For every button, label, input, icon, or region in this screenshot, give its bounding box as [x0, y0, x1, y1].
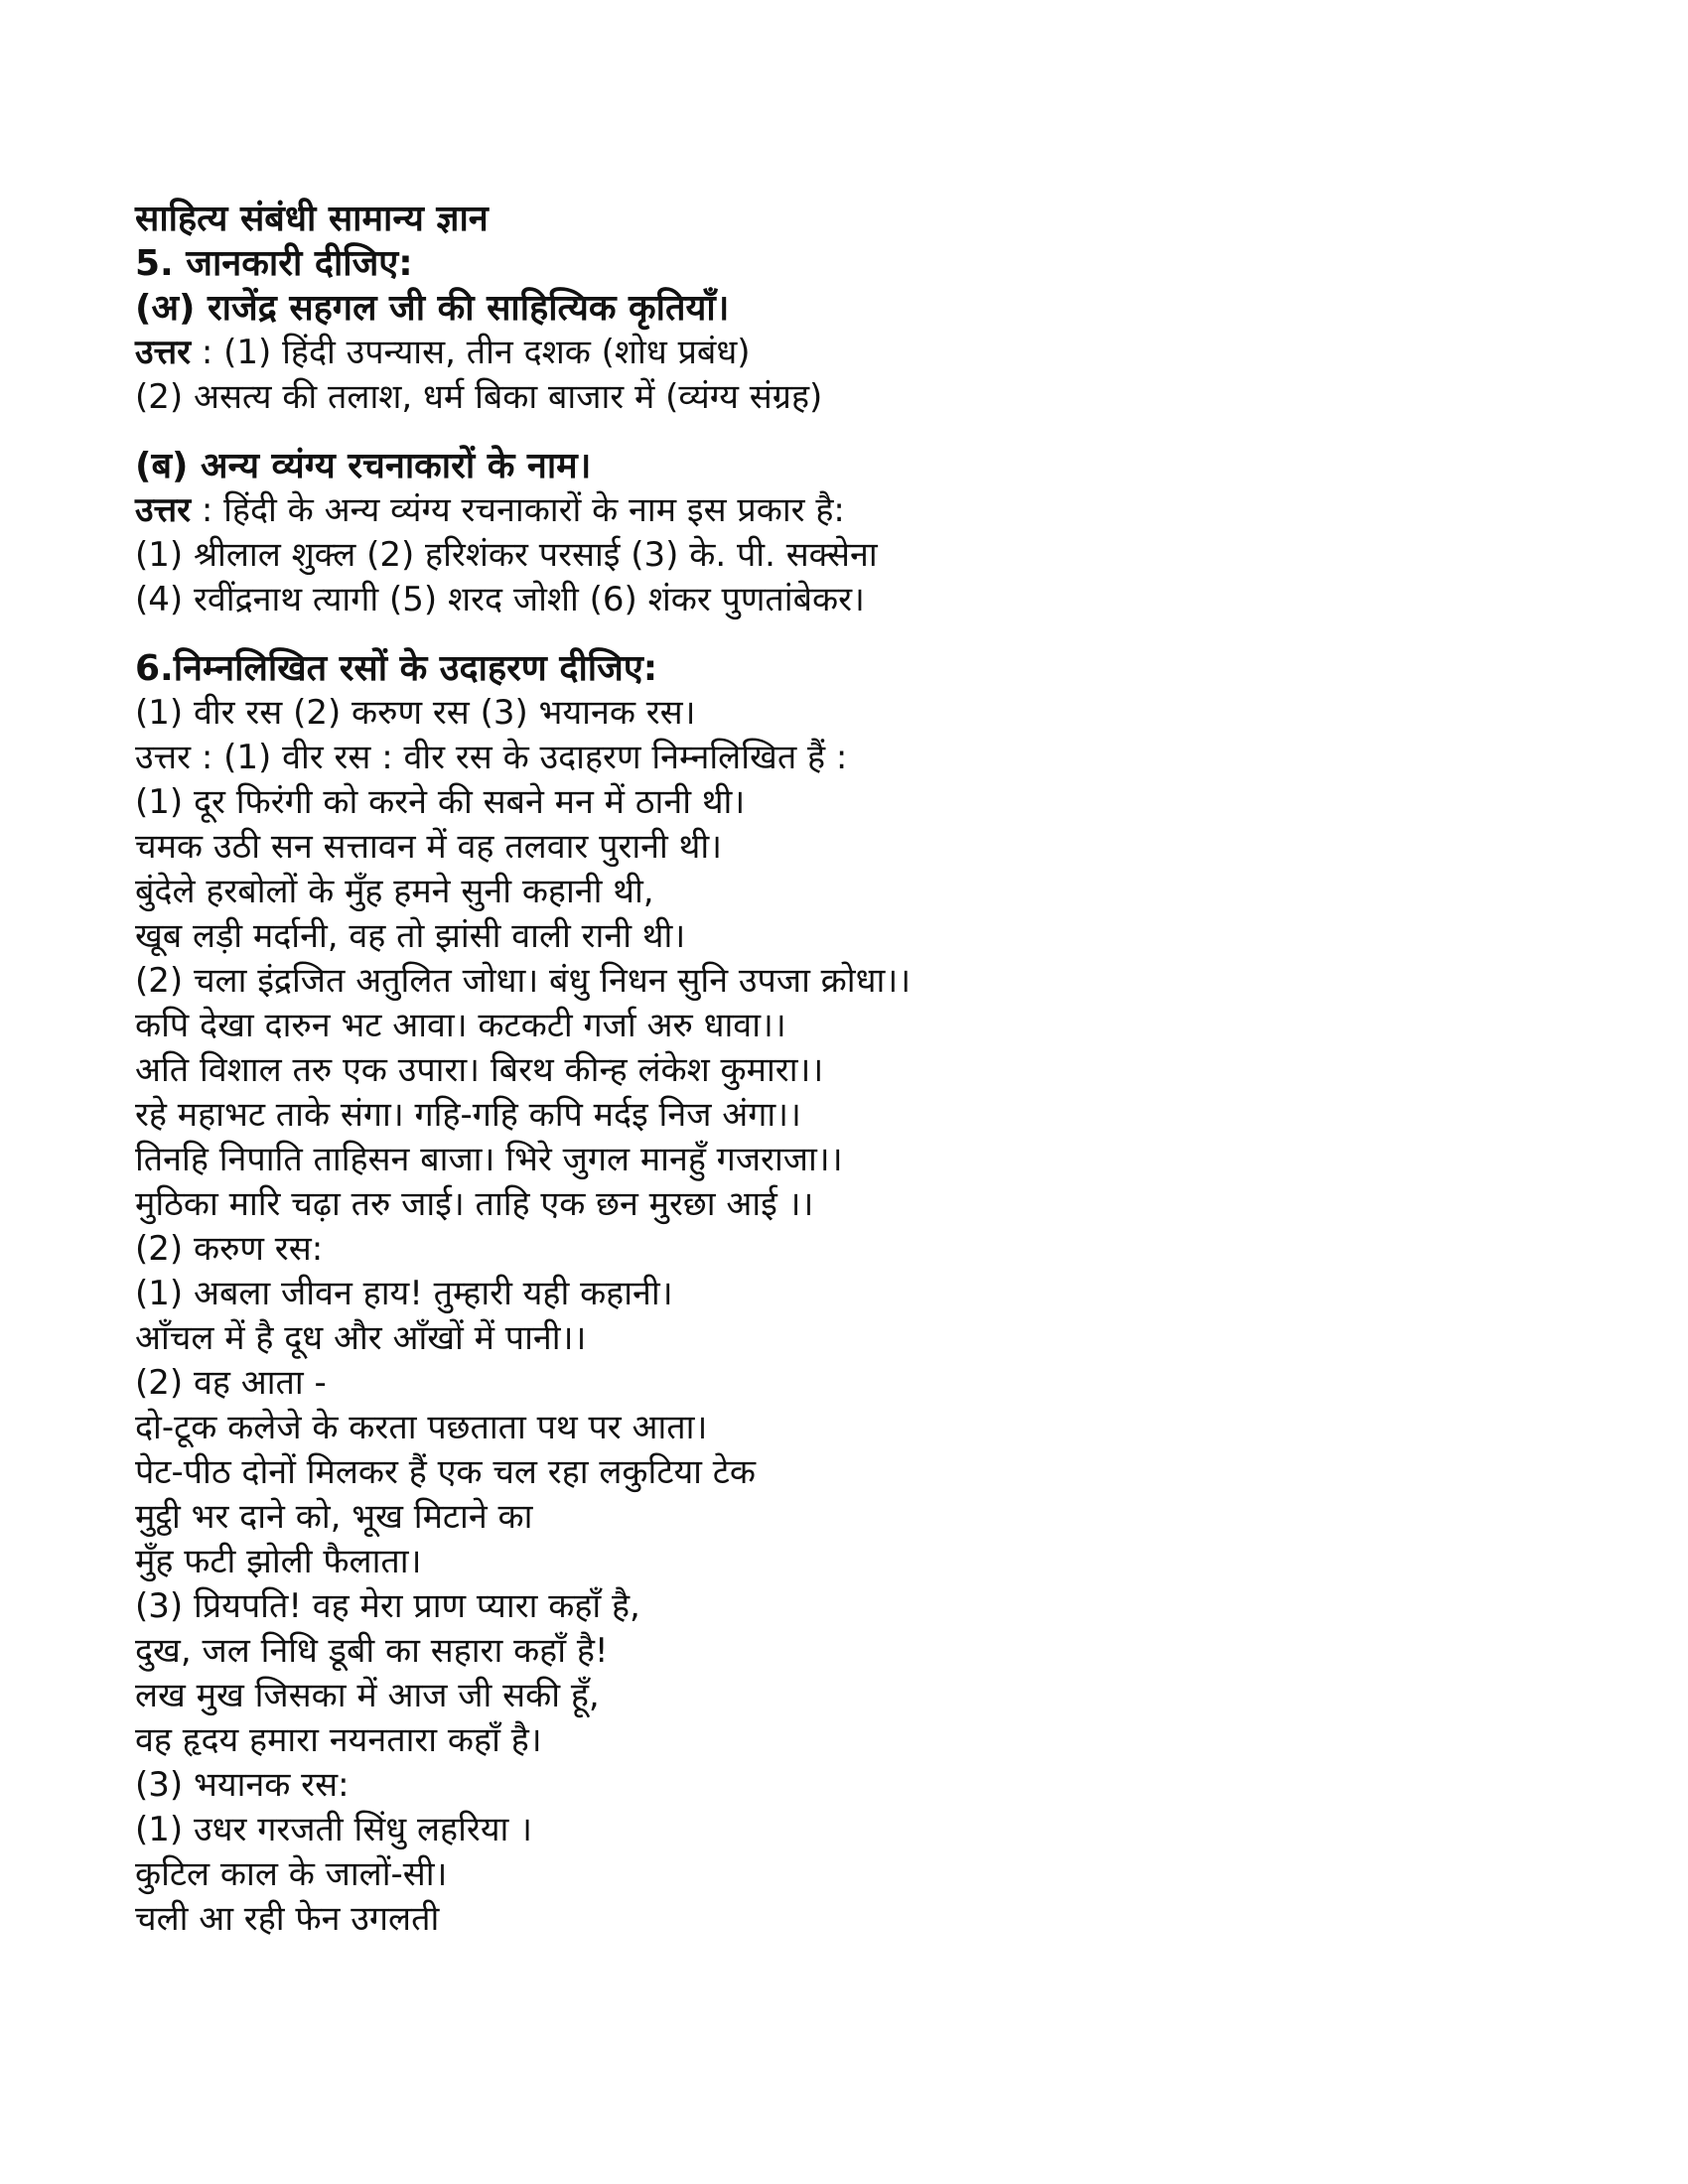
- q6-line: (1) दूर फिरंगी को करने की सबने मन में ठानी थी।: [135, 782, 746, 822]
- q6-line: चमक उठी सन सत्तावन में वह तलवार पुरानी थी।: [135, 827, 723, 867]
- q6-line: कपि देखा दारुन भट आवा। कटकटी गर्जा अरु धावा।।: [135, 1006, 786, 1045]
- answer-label: उत्तर: [135, 490, 192, 530]
- answer-5a-line-1: [135, 331, 1565, 375]
- answer-5a-line-2: (2) असत्य की तलाश, धर्म बिका बाजार में (व्यंग्य संग्रह): [135, 377, 823, 417]
- q6-line: (1) अबला जीवन हाय! तुम्हारी यही कहानी।: [135, 1274, 673, 1313]
- q6-line: रहे महाभट ताके संगा। गहि-गहि कपि मर्दइ निज अंगा।।: [135, 1095, 801, 1135]
- question-6-title: 6.निम्नलिखित रसों के उदाहरण दीजिए:: [135, 648, 658, 689]
- q6-line: मुट्ठी भर दाने को, भूख मिटाने का: [135, 1497, 533, 1537]
- question-5a-title: (अ) राजेंद्र सहगल जी की साहित्यिक कृतियाँ।: [135, 288, 730, 329]
- q6-line: तिनहि निपाति ताहिसन बाजा। भिरे जुगल मानहुँ गजराजा।।: [135, 1140, 843, 1179]
- answer-text: : (1) हिंदी उपन्यास, तीन दशक (शोध प्रबंध): [191, 333, 751, 372]
- q6-line: अति विशाल तरु एक उपारा। बिरथ कीन्ह लंकेश कुमारा।।: [135, 1050, 824, 1090]
- q6-line: खूब लड़ी मर्दानी, वह तो झांसी वाली रानी थी।: [135, 916, 686, 956]
- question-5b-title: (ब) अन्य व्यंग्य रचनाकारों के नाम।: [135, 446, 592, 486]
- q6-line: वह हृदय हमारा नयनतारा कहाँ है।: [135, 1720, 542, 1760]
- q6-line: पेट-पीठ दोनों मिलकर हैं एक चल रहा लकुटिया टेक: [135, 1452, 757, 1492]
- answer-label: उत्तर: [135, 333, 192, 372]
- q6-line: लख मुख जिसका में आज जी सकी हूँ,: [135, 1676, 600, 1715]
- q6-line: (3) प्रियपति! वह मेरा प्राण प्यारा कहाँ है,: [135, 1586, 640, 1626]
- paragraph-gap: [135, 622, 1565, 646]
- q6-line: चली आ रही फेन उगलती: [135, 1899, 440, 1939]
- q6-line: आँचल में है दूध और आँखों में पानी।।: [135, 1318, 587, 1358]
- q6-line: (2) वह आता -: [135, 1363, 327, 1403]
- q6-line: (1) वीर रस (2) करुण रस (3) भयानक रस।: [135, 693, 696, 733]
- answer-5b-line-1: [135, 488, 1565, 533]
- q6-line: (3) भयानक रस:: [135, 1765, 350, 1805]
- question-5-title: 5. जानकारी दीजिए:: [135, 243, 413, 284]
- q6-line: कुटिल काल के जालों-सी।: [135, 1854, 448, 1894]
- q6-line: दो-टूक कलेजे के करता पछताता पथ पर आता।: [135, 1408, 708, 1447]
- q6-line: मुठिका मारि चढ़ा तरु जाई। ताहि एक छन मुरछा आई ।।: [135, 1184, 814, 1224]
- q6-line: उत्तर : (1) वीर रस : वीर रस के उदाहरण निम्नलिखित हैं :: [135, 738, 848, 777]
- section-title: साहित्य संबंधी सामान्य ज्ञान: [135, 199, 489, 239]
- q6-line: दुख, जल निधि डूबी का सहारा कहाँ है!: [135, 1631, 609, 1671]
- q6-line: (1) उधर गरजती सिंधु लहरिया ।: [135, 1810, 533, 1849]
- paragraph-gap: [135, 420, 1565, 444]
- q6-line: बुंदेले हरबोलों के मुँह हमने सुनी कहानी थी,: [135, 872, 654, 911]
- answer-5b-line-3: (4) रवींद्रनाथ त्यागी (5) शरद जोशी (6) शंकर पुणतांबेकर।: [135, 580, 865, 619]
- q6-line: मुँह फटी झोली फैलाता।: [135, 1542, 422, 1581]
- document-body: [135, 197, 1565, 1942]
- answer-5b-line-2: (1) श्रीलाल शुक्ल (2) हरिशंकर परसाई (3) के. पी. सक्सेना: [135, 535, 878, 575]
- q6-line: (2) करुण रस:: [135, 1229, 324, 1269]
- q6-line: (2) चला इंद्रजित अतुलित जोधा। बंधु निधन सुनि उपजा क्रोधा।।: [135, 961, 912, 1001]
- answer-text: : हिंदी के अन्य व्यंग्य रचनाकारों के नाम इस प्रकार है:: [191, 490, 845, 530]
